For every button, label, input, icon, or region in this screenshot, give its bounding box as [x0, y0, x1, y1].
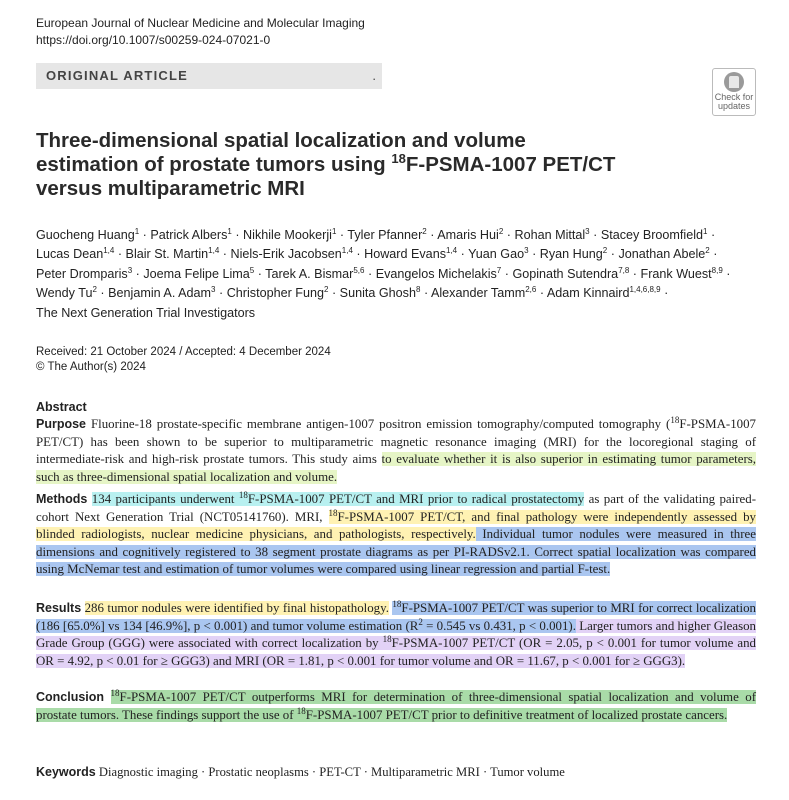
author-name[interactable]: Amaris Hui	[437, 228, 499, 242]
author-name[interactable]: Niels-Erik Jacobsen	[230, 247, 342, 262]
methods-label: Methods	[36, 492, 88, 506]
highlight-conclusion: $^{18}$F-PSMA-1007 PET/CT outperforms MRI for determination of three-dimensional spatial localization and volume of prostate tumors. These findings support the use of $^{18}$F-PSMA-1007 PET/CT prior to definitive treatment of localized prostate cancers.	[36, 688, 756, 722]
author-list: Guocheng Huang$^1$ · Patrick Albers$^1$ · Nikhile Mookerji$^1$ · Tyler Pfanner$^2$ · Amaris Hui$^2$ · Rohan Mittal$^3$ · Stacey Broomfield$^1$ · Lucas Dean$^{1,4}$ · Blair St. Martin$^{1,4}$ · Niels-Erik Jacobsen$^{1,4}$ · Howard Evans$^{1,4}$ · Yuan Gao$^3$ · Ryan Hung$^2$ · Jonathan Abele$^2$ · Peter Dromparis$^3$ · Joema Felipe Lima$^5$ · Tarek A. Bismar$^{5,6}$ · Evangelos Michelakis$^7$ · Gopinath Sutendra$^{7,8}$ · Frank Wuest$^{8,9}$ · Wendy $Tu^2$ · Benjamin A. Adam$^3$ · Christopher Fung$^2$ · Sunita Ghosh$^8$ · Alexander Tamm$^{2,6}$ · Adam Kinnaird$^{1,4,6,8,9}$ · The Next Generation Trial Investigators	[36, 227, 731, 320]
author-affiliation: 1	[227, 227, 232, 236]
highlight-results-superiority: $^{18}$F-PSMA-1007 PET/CT was superior to MRI for correct localization (186 [65.0%] vs 134 [46.9%], p < 0.001) and tumor volume estimation ($R^2 = 0.545$ vs 0.431, p < 0.001).	[36, 599, 756, 633]
author-name[interactable]: Ryan Hung	[539, 247, 603, 262]
author-affiliation: 1,4,6,8,9	[629, 285, 661, 295]
conclusion-label: Conclusion	[36, 690, 105, 704]
author-affiliation: 3	[127, 265, 133, 275]
keywords-list: Diagnostic imaging · Prostatic neoplasms · PET-CT · Multiparametric MRI · Tumor volume	[95, 765, 565, 779]
author-affiliation: 1,4	[103, 246, 115, 256]
author-name[interactable]: Lucas Dean	[36, 247, 104, 262]
author-name[interactable]: Howard Evans	[364, 247, 446, 262]
author-affiliation: 2	[324, 285, 329, 295]
author-affiliation: 1,4	[446, 246, 458, 256]
author-name[interactable]: Tyler Pfanner	[347, 228, 423, 242]
author-name[interactable]: Joema Felipe Lima	[143, 266, 250, 281]
author-affiliation: 3	[585, 227, 590, 236]
author-affiliation: 2	[422, 227, 427, 236]
author-name[interactable]: Sunita Ghosh	[339, 286, 416, 301]
author-affiliation: 8	[416, 285, 421, 295]
author-name[interactable]: Benjamin A. Adam	[108, 286, 212, 301]
author-affiliation: 5,6	[353, 265, 365, 275]
abstract-heading: Abstract	[36, 400, 87, 414]
highlight-methods-analysis: Individual tumor nodules were measured in three dimensions and cognitively registered to 38 segment prostate diagrams as per PI-RADSv2.1. Correct spatial localization was compared using McNemar test and estimation of tumor volumes were compared using linear regression and partial F-test.	[36, 527, 756, 577]
author-name[interactable]: Patrick Albers	[150, 228, 228, 242]
check-for-updates-icon	[724, 72, 744, 92]
author-name[interactable]: Nikhile Mookerji	[243, 228, 332, 242]
author-name[interactable]: Jonathan Abele	[618, 247, 706, 262]
author-affiliation: 3	[211, 285, 216, 295]
author-affiliation: 7,8	[618, 265, 630, 275]
author-affiliation: 5	[249, 265, 255, 275]
author-affiliation: 1	[331, 227, 337, 236]
journal-name: European Journal of Nuclear Medicine and Molecular Imaging	[36, 16, 365, 30]
copyright: © The Author(s) 2024	[36, 361, 146, 373]
keywords	[36, 765, 565, 780]
abstract-conclusion	[36, 689, 756, 724]
author-name[interactable]: Rohan Mittal	[514, 228, 586, 242]
author-affiliation: 2	[92, 285, 97, 295]
journal-header	[36, 15, 365, 49]
author-name[interactable]: Gopinath Sutendra	[512, 266, 619, 281]
article-dates	[36, 345, 331, 375]
author-affiliation: 2	[602, 246, 608, 256]
article-type-label: ORIGINAL ARTICLE	[46, 68, 188, 83]
author-name[interactable]: Alexander Tamm	[430, 286, 526, 301]
author-affiliation: 8,9	[711, 265, 723, 275]
author-name[interactable]: Stacey Broomfield	[600, 228, 704, 242]
author-name[interactable]: Wendy Tu	[36, 286, 93, 301]
banner-dot: .	[372, 68, 376, 83]
abstract-methods: Methods 134 participants underwent $^{18}$F-PSMA-1007 PET/CT and MRI prior to radical prostatectomy as part of the validating paired-cohort Next Generation Trial (NCT05141760). MRI, $^{18}$F-PSMA-1007 PET/CT, and final pathology were independently assessed by blinded radiologists, nuclear medicine physicians, and pathologists, respectively. Individual tumor nodules were measured in three dimensions and cognitively registered to 38 segment prostate diagrams as per PI-RADSv2.1. Correct spatial localization was compared using McNemar test and estimation of tumor volumes were compared using linear regression and partial F-test.	[36, 490, 757, 577]
author-affiliation: 7	[496, 265, 502, 275]
author-affiliation: 1	[134, 227, 140, 236]
author-name[interactable]: Tarek A. Bismar	[265, 266, 354, 281]
author-name[interactable]: The Next Generation Trial Investigators	[36, 305, 256, 320]
author-affiliation: 2	[705, 246, 710, 256]
check-for-updates-button[interactable]	[712, 68, 756, 116]
author-name[interactable]: Blair St. Martin	[125, 247, 209, 262]
received-accepted: Received: 21 October 2024 / Accepted: 4 December 2024	[36, 346, 331, 358]
purpose-label: Purpose	[36, 417, 87, 431]
author-affiliation: 3	[524, 246, 529, 256]
article-title: Three-dimensional spatial localization and volume estimation of prostate tumors using $^{18}$F-PSMA-1007 PET/CT versus multiparametric MRI	[36, 129, 616, 200]
highlight-results-nodules: 286 tumor nodules were identified by final histopathology.	[84, 601, 389, 615]
author-affiliation: 1	[703, 227, 708, 236]
highlight-methods-assessment: $^{18}$F-PSMA-1007 PET/CT, and final pathology were independently assessed by blinded radiologists, nuclear medicine physicians, and pathologists, respectively.	[36, 507, 757, 542]
highlight-methods-cohort: 134 participants underwent $^{18}$F-PSMA-1007 PET/CT and MRI prior to radical prostatectomy	[91, 490, 585, 506]
abstract-results	[36, 600, 756, 670]
author-name[interactable]: Peter Dromparis	[36, 266, 128, 281]
highlight-purpose: to evaluate whether it is also superior in estimating tumor parameters, such as three-dimensional spatial localization and volume.	[36, 452, 756, 484]
author-affiliation: 2	[498, 227, 504, 236]
keywords-label: Keywords	[36, 765, 96, 779]
author-name[interactable]: Guocheng Huang	[36, 228, 135, 242]
article-type-banner	[36, 63, 382, 89]
check-for-updates-label: Check for updates	[714, 92, 754, 111]
author-name[interactable]: Adam Kinnaird	[546, 286, 630, 301]
author-affiliation: 1,4	[208, 246, 220, 256]
highlight-results-predictors: Larger tumors and higher Gleason Grade Group (GGG) were associated with correct localization by $^{18}$F-PSMA-1007 PET/CT (OR = 2.05, p < 0.001 for tumor volume and OR = 4.92, p < 0.01 for ≥ GGG3) and MRI (OR = 1.81, p < 0.001 for tumor volume and OR = 11.67, p < 0.001 for ≥ GGG3).	[36, 618, 756, 668]
author-affiliation: 1,4	[341, 246, 353, 256]
results-label: Results	[36, 601, 82, 615]
doi-link[interactable]: https://doi.org/10.1007/s00259-024-07021-0	[36, 33, 271, 47]
author-affiliation: 2,6	[525, 285, 537, 295]
author-name[interactable]: Christopher Fung	[226, 286, 325, 301]
author-name[interactable]: Evangelos Michelakis	[375, 266, 497, 281]
author-name[interactable]: Frank Wuest	[640, 266, 712, 281]
author-name[interactable]: Yuan Gao	[468, 247, 525, 262]
abstract-purpose: Purpose Fluorine-18 prostate-specific membrane antigen-1007 positron emission tomography/computed tomography ($^{18}$F-PSMA-1007 PET/CT) has been shown to be superior to multiparametric magnetic resonance imaging (MRI) for the locoregional staging of intermediate-risk and high-risk prostate tumors. This study aims to evaluate whether it is also superior in estimating tumor parameters, such as three-dimensional spatial localization and volume.	[36, 415, 756, 484]
